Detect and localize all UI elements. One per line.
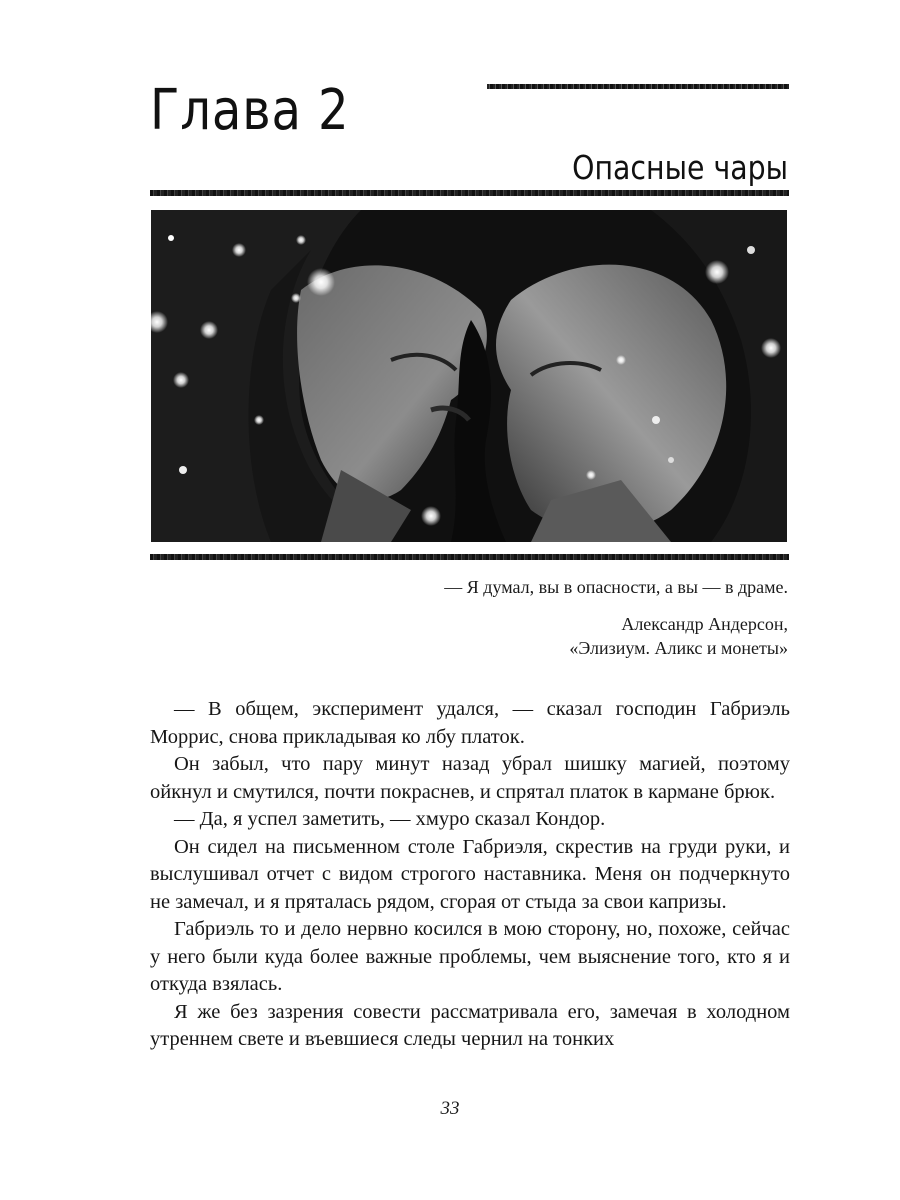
- epigraph-author: Александр Андерсон,: [621, 614, 788, 634]
- illustration-two-faces-kiss: [151, 210, 787, 542]
- paragraph: — В общем, эксперимент удался, — сказал господин Габриэль Моррис, снова прикладывая ко лбу платок.: [150, 698, 790, 748]
- chapter-title: Опасные чары: [572, 148, 788, 187]
- chapter-number: Глава 2: [150, 78, 350, 143]
- chapter-illustration: [151, 210, 787, 542]
- chapter-body: [150, 696, 790, 1054]
- decorative-rule-top: [487, 84, 789, 89]
- paragraph: Он забыл, что пару минут назад убрал шишку магией, поэтому ойкнул и смутился, почти покраснев, и спрятал платок в кармане брюк.: [150, 753, 790, 803]
- paragraph: Он сидел на письменном столе Габриэля, скрестив на груди руки, и выслушивал отчет с видом строгого наставника. Меня он подчеркнуто не замечал, и я пряталась рядом, сгорая от стыда за свои капризы.: [150, 835, 790, 913]
- epigraph-quote: — Я думал, вы в опасности, а вы — в драме.: [444, 577, 788, 597]
- epigraph-source: «Элизиум. Аликс и монеты»: [569, 638, 788, 658]
- decorative-rule-bottom: [150, 554, 789, 560]
- paragraph: Я же без зазрения совести рассматривала его, замечая в холодном утреннем свете и въевшиеся следы чернил на тонких: [150, 1000, 790, 1050]
- decorative-rule-middle: [150, 190, 789, 196]
- paragraph: Габриэль то и дело нервно косился в мою сторону, но, похоже, сейчас у него были куда более важные проблемы, чем выяснение того, кто я и откуда взялась.: [150, 918, 790, 995]
- paragraph: — Да, я успел заметить, — хмуро сказал Кондор.: [174, 808, 606, 830]
- page-number: 33: [440, 1098, 460, 1119]
